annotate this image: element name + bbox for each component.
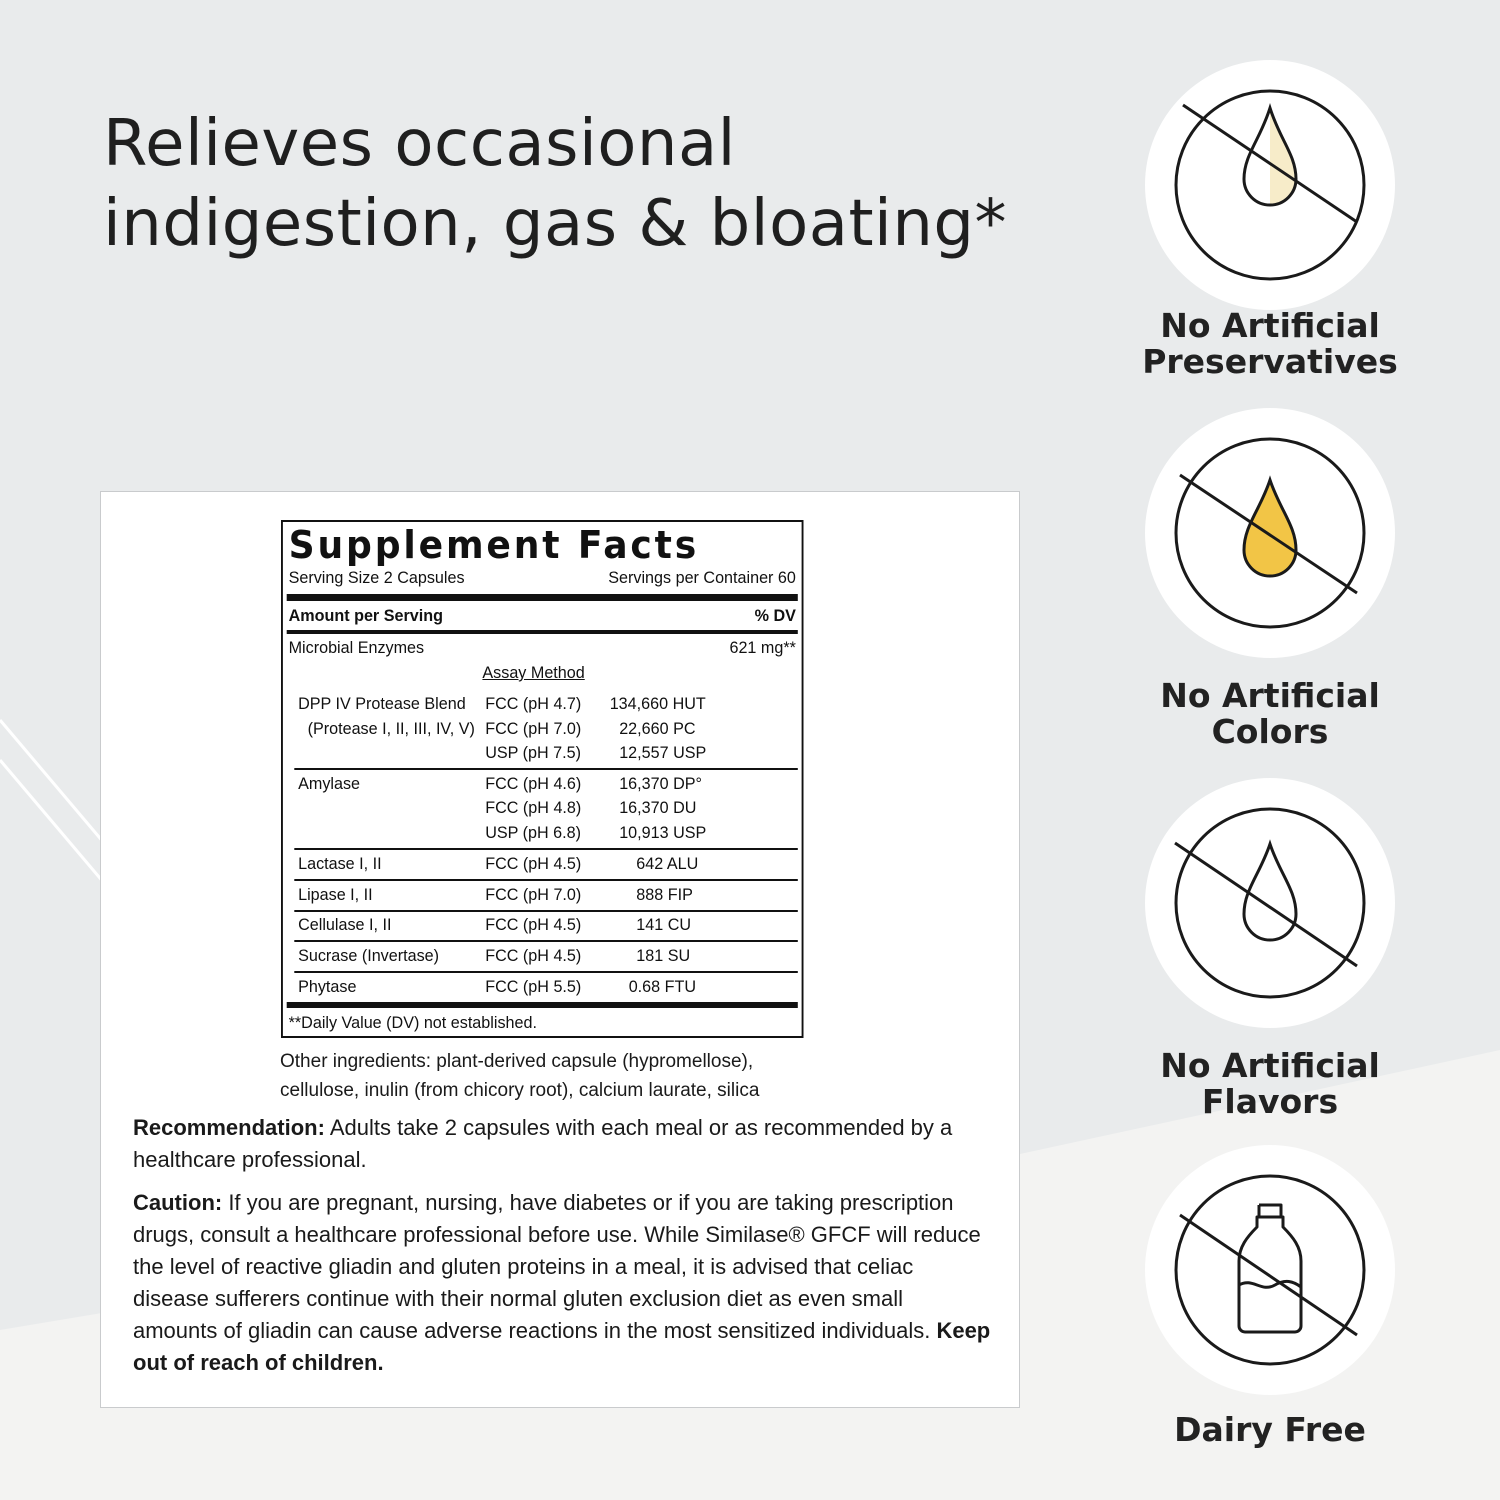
assay-value: 10,913 USP [619,823,707,842]
row-divider [294,879,798,881]
badge-no-preservatives [1145,60,1395,310]
assay-method: FCC (pH 4.5) [485,915,582,934]
badge-label-line: No Artificial [1160,1046,1380,1085]
assay-value: 16,370 DP° [619,774,702,793]
microbial-amount: 621 mg** [729,638,796,657]
headline-line-1: Relieves occasional [103,107,736,181]
assay-method: FCC (pH 7.0) [485,885,582,904]
thick-divider [287,594,798,601]
ingredient-name: Cellulase I, II [298,915,392,934]
caution [133,1187,993,1379]
badge-label-preservatives [1110,308,1430,380]
badge-dairy-free [1145,1145,1395,1395]
assay-value: 0.68 FTU [628,977,697,996]
assay-method: FCC (pH 4.5) [485,854,582,873]
badge-label-colors [1110,678,1430,750]
row-divider [294,768,798,770]
headline-line-2: indigestion, gas & bloating* [103,187,1007,261]
assay-method: FCC (pH 4.5) [485,946,582,965]
assay-method: FCC (pH 4.7) [485,694,582,713]
assay-method: FCC (pH 5.5) [485,977,582,996]
ingredient-name: DPP IV Protease Blend [298,694,466,713]
assay-method: FCC (pH 4.8) [485,798,582,817]
amount-per-serving: Amount per Serving [288,606,443,625]
dv-header: % DV [754,606,796,625]
badge-label-line: Preservatives [1142,342,1398,381]
badge-label-line: Dairy Free [1174,1410,1366,1449]
no-preservatives-drop-icon [1145,60,1395,310]
recommendation-text: Adults take 2 capsules with each meal or as recommended by a healthcare professional. [133,1115,953,1172]
badge-label-line: No Artificial [1160,676,1380,715]
assay-method: USP (pH 6.8) [485,823,581,842]
ingredient-name: Lactase I, II [298,854,382,873]
other-ingredients-line: Other ingredients: plant-derived capsule (hypromellose), [280,1051,754,1072]
row-divider [294,910,798,912]
badge-no-flavors [1145,778,1395,1028]
microbial-enzymes: Microbial Enzymes [288,638,425,657]
assay-value: 642 ALU [636,854,699,873]
badge-label-dairy [1110,1412,1430,1448]
badge-label-line: No Artificial [1160,306,1380,345]
assay-value: 12,557 USP [619,743,707,762]
medium-divider [287,630,798,634]
thick-divider [287,1002,798,1008]
ingredient-name: Amylase [298,774,361,793]
caution-text: If you are pregnant, nursing, have diabetes or if you are taking prescription drugs, consult a healthcare professional before use. While Similase® GFCF will reduce the level of reactive gliadin and gluten proteins in a meal, it is advised that celiac disease sufferers continue with their normal gluten exclusion diet as even small amounts of gliadin can cause adverse reactions in the most sensitized individuals. [133,1190,981,1343]
caution-emphasis: Keep out of reach of children. [133,1318,991,1375]
recommendation-label: Recommendation: [133,1115,325,1140]
no-dairy-bottle-icon [1145,1145,1395,1395]
row-divider [294,971,798,973]
assay-method: FCC (pH 7.0) [485,719,582,738]
ingredient-name: Lipase I, II [298,885,373,904]
assay-value: 16,370 DU [619,798,697,817]
servings-per-container: Servings per Container 60 [608,568,796,587]
assay-value: 181 SU [636,946,691,965]
assay-value: 22,660 PC [619,719,696,738]
serving-size: Serving Size 2 Capsules [288,568,465,587]
headline [103,104,1103,264]
badge-label-line: Colors [1211,712,1329,751]
badge-no-colors [1145,408,1395,658]
assay-value: 141 CU [636,915,692,934]
badge-label-line: Flavors [1201,1082,1339,1121]
no-flavors-drop-icon [1145,778,1395,1028]
no-colors-drop-icon [1145,408,1395,658]
ingredient-name: Phytase [298,977,357,996]
row-divider [294,940,798,942]
caution-label: Caution: [133,1190,223,1215]
facts-title: Supplement Facts [288,523,700,567]
other-ingredients-line: cellulose, inulin (from chicory root), calcium laurate, silica [280,1080,760,1101]
ingredient-sub: (Protease I, II, III, IV, V) [307,719,475,738]
ingredient-name: Sucrase (Invertase) [298,946,440,965]
label-card [100,491,1020,1408]
assay-method: USP (pH 7.5) [485,743,581,762]
dv-footnote: **Daily Value (DV) not established. [288,1013,537,1032]
badge-label-flavors [1110,1048,1430,1120]
assay-value: 888 FIP [636,885,693,904]
assay-value: 134,660 HUT [609,694,706,713]
assay-method: FCC (pH 4.6) [485,774,582,793]
recommendation [133,1112,993,1176]
supplement-facts-panel [281,520,804,1038]
assay-method-header: Assay Method [482,663,585,682]
other-ingredients [280,1047,840,1105]
row-divider [294,848,798,850]
